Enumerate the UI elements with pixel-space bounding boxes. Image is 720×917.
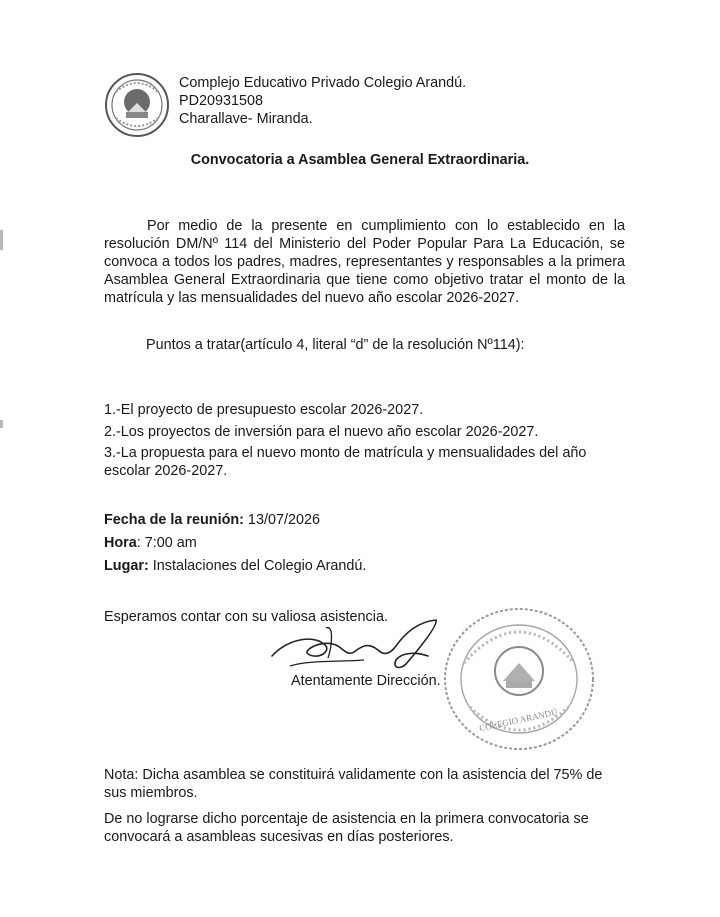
agenda-item: 3.-La propuesta para el nuevo monto de matrícula y mensualidades del año escolar 2026-2027. [104, 445, 587, 479]
svg-text:COLEGIO ARANDÚ: COLEGIO ARANDÚ [478, 706, 559, 734]
agenda-item: 2.-Los proyectos de inversión para el nuevo año escolar 2026-2027. [104, 423, 539, 440]
agenda-item: 1.-El proyecto de presupuesto escolar 2026-2027. [104, 402, 424, 418]
official-seal-icon [440, 603, 598, 755]
institution-location: Charallave- Miranda. [179, 111, 313, 127]
signoff: Atentamente Dirección. [291, 673, 441, 689]
letterhead [179, 74, 466, 128]
school-logo-icon [104, 72, 170, 138]
note-quorum: Nota: Dicha asamblea se constituirá validamente con la asistencia del 75% de sus miembros. [104, 767, 603, 801]
institution-code: PD20931508 [179, 93, 264, 109]
institution-name: Complejo Educativo Privado Colegio Arandú. [179, 75, 467, 91]
meeting-details [104, 509, 366, 578]
date-label: Fecha de la reunión: [104, 512, 244, 528]
meeting-place [104, 555, 366, 578]
time-value: : 7:00 am [136, 535, 197, 551]
note-subsequent: De no lograrse dicho porcentaje de asistencia en la primera convocatoria se convocará a asambleas sucesivas en días posteriores. [104, 811, 589, 845]
intro-paragraph: Por medio de la presente en cumplimiento con lo establecido en la resolución DM/Nº 114 del Ministerio del Poder Popular Para La Educación, se convoca a todos los padres, madres, representantes y responsables a la primera Asamblea General Extraordinaria que tiene como objetivo tratar el monto de la matrícula y las mensualidades del nuevo año escolar 2026-2027. [104, 218, 625, 306]
agenda-heading: Puntos a tratar(artículo 4, literal “d” de la resolución Nº114): [146, 337, 525, 353]
meeting-time [104, 532, 366, 555]
signature-icon [268, 616, 448, 678]
scan-artifact [0, 420, 3, 428]
date-value: 13/07/2026 [243, 512, 320, 528]
place-label: Lugar: [104, 558, 149, 574]
meeting-date [104, 509, 366, 532]
place-value: Instalaciones del Colegio Arandú. [148, 558, 367, 574]
closing-line: Esperamos contar con su valiosa asistencia. [104, 609, 388, 625]
time-label: Hora [104, 535, 137, 551]
scan-artifact [0, 230, 3, 250]
document-title: Convocatoria a Asamblea General Extraordinaria. [190, 152, 530, 168]
agenda-list [104, 402, 594, 484]
